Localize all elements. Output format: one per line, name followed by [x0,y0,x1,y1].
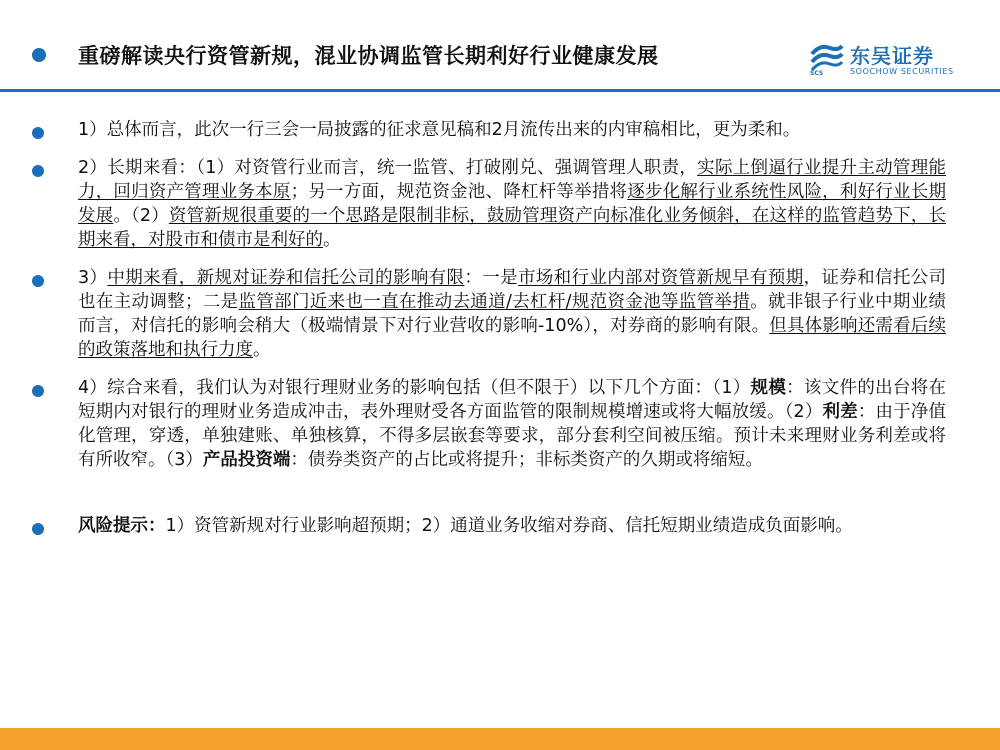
bullet-icon [32,385,44,397]
footer-bar [0,728,1000,750]
bullet-text [78,118,946,142]
header-divider [0,89,1000,92]
logo-mark-text: SCS [810,70,824,77]
bullet-item [0,376,1000,472]
text-segment: 4）综合来看，我们认为对银行理财业务的影响包括（但不限于）以下几个方面：（1） [78,378,751,398]
bullet-icon [32,165,44,177]
logo-chinese-name: 东吴证券 [850,44,934,68]
bullet-icon [32,127,44,139]
bullet-list [0,118,1000,552]
text-segment: 。 [323,230,341,250]
bold-label: 风险提示： [78,516,166,536]
bold-label: 产品投资端 [202,450,291,470]
bullet-text [78,156,946,252]
text-segment: ：由于净值化管理，穿透，单独建账、单独核算，不得多层嵌套等要求，部分套利空间被压缩。预计未来理财业务利差或将有所收窄。（3） [78,402,947,470]
underlined-text: 实际上倒逼行业提升主动管理能力，回归资产管理业务本原 [78,158,947,202]
text-segment: ：该文件的出台将在短期内对银行的理财业务造成冲击，表外理财受各方面监管的限制规模增速或将大幅放缓。（2） [78,378,947,422]
text-segment: 。（2） [113,206,169,226]
bold-label: 规模 [750,378,787,398]
text-segment: ：一是 [464,268,518,288]
text-segment: 1）资管新规对行业影响超预期；2）通道业务收缩对券商、信托短期业绩造成负面影响。 [165,516,853,536]
bullet-text [78,376,946,472]
slide-header [0,0,1000,92]
bullet-item [0,156,1000,252]
bullet-icon [32,523,44,535]
bullet-icon [32,275,44,287]
text-segment: 。就非银子行业中期业绩而言，对信托的影响会稍大（极端情景下对行业营收的影响-10%），对券商的影响有限。 [78,292,947,336]
underlined-text: 逐步化解行业系统性风险，利好行业长期发展 [78,182,946,226]
underlined-text: 市场和行业内部对资管新规早有预期 [517,268,804,288]
title-bullet-icon [32,48,46,62]
bold-label: 利差 [822,402,858,422]
text-segment: 1）总体而言，此次一行三会一局披露的征求意见稿和2月流传出来的内审稿相比，更为柔和。 [78,120,801,140]
bullet-text [78,266,946,362]
text-segment: 3） [78,268,108,288]
bullet-text [78,514,946,538]
underlined-text: 中期来看，新规对证券和信托公司的影响有限 [107,268,465,288]
text-segment: ：债券类资产的占比或将提升；非标类资产的久期或将缩短。 [290,450,763,470]
bullet-item [0,266,1000,362]
underlined-text: 但具体影响还需看后续的政策落地和执行力度 [78,316,946,360]
underlined-text: 监管部门近来也一直在推动去通道/去杠杆/规范资金池等监管举措 [238,292,751,312]
text-segment: ，证券和信托公司也在主动调整；二是 [78,268,947,312]
bullet-item [0,118,1000,142]
text-segment: 2）长期来看：（1）对资管行业而言，统一监管、打破刚兑、强调管理人职责， [78,158,698,178]
slide-title: 重磅解读央行资管新规，混业协调监管长期利好行业健康发展 [78,44,659,68]
section-gap [0,486,1000,514]
soochow-securities-logo [808,40,958,84]
text-segment: ；另一方面，规范资金池、降杠杆等举措将 [290,182,628,202]
logo-english-name: SOOCHOW SECURITIES [850,67,954,76]
underlined-text: 资管新规很重要的一个思路是限制非标，鼓励管理资产向标准化业务倾斜，在这样的监管趋势下，长期来看，对股市和债市是利好的 [78,206,947,250]
bullet-item [0,514,1000,538]
text-segment: 。 [253,340,271,360]
